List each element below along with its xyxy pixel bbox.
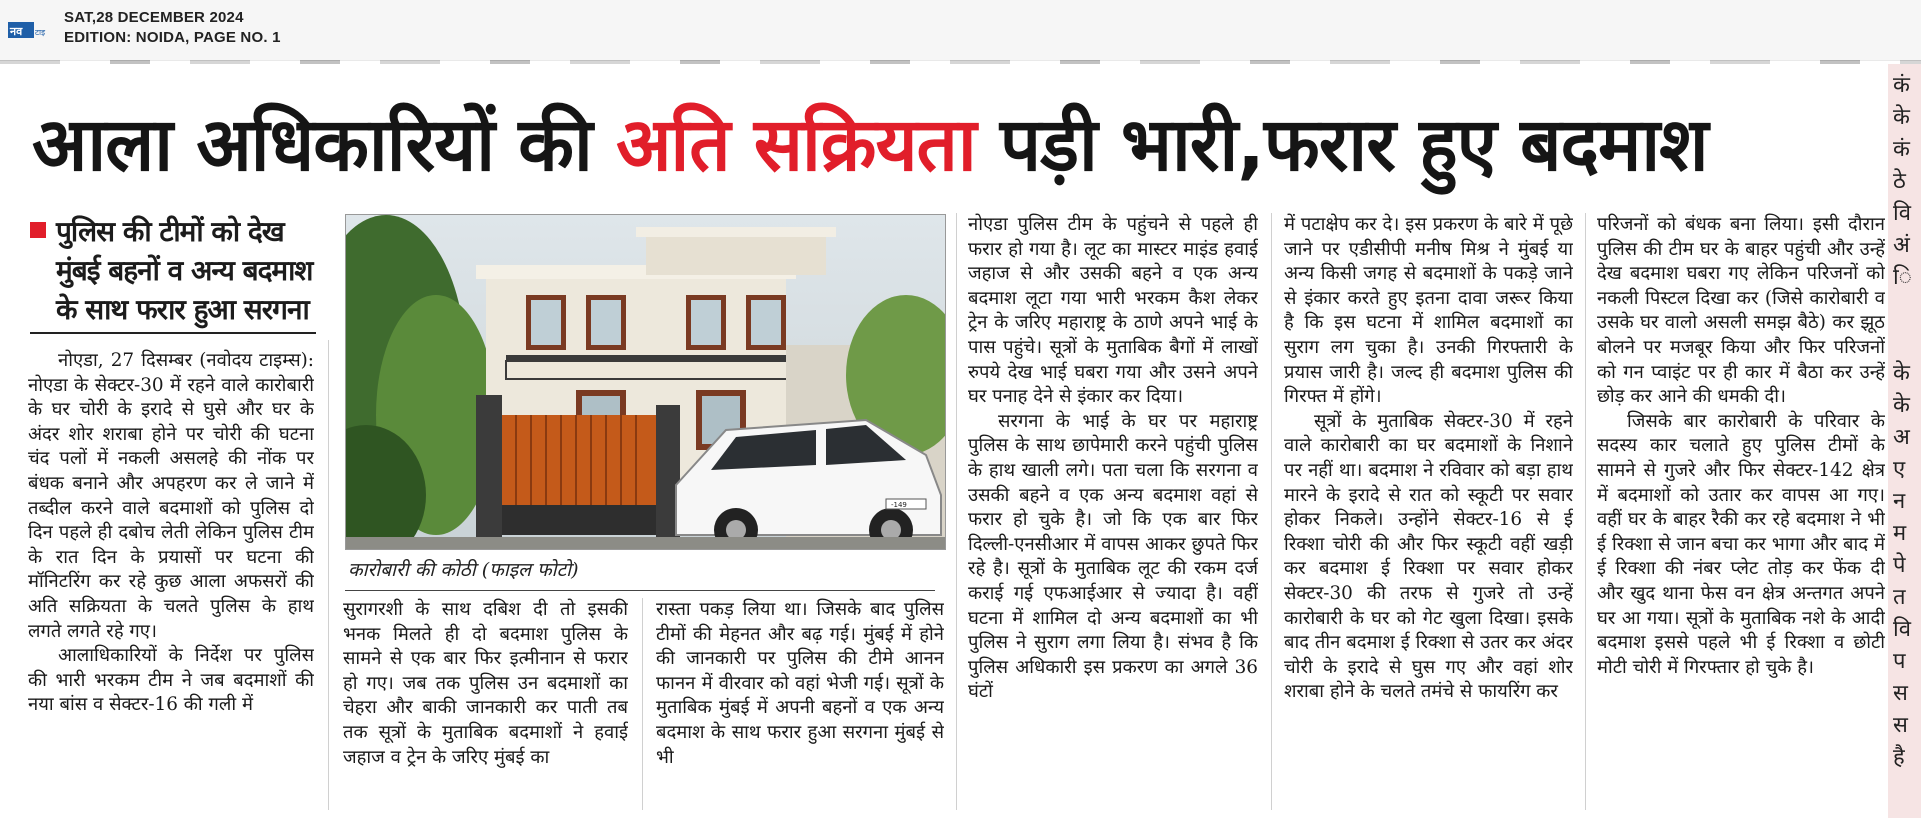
adjacent-article-fragment: कं के कं ठे वि अं ि के के अ ए न म पे त वि प स स है bbox=[1893, 73, 1912, 770]
article-paragraph: नोएडा, 27 दिसम्बर (नवोदय टाइम्स): नोएडा के सेक्टर-30 में रहने वाले कारोबारी के घर चोरी के इरादे से घुसे और घर के अंदर शोर शराबा होने पर चोरी की घटना चंद पलों में नकली असलहे की नोंक पर बंधक बनाने और अपहरण कर ले जाने में तब्दील करने वाले बदमाशों को पुलिस दो दिन पहले ही दबोच लेती लेकिन पुलिस टीम के रात दिन के प्रयासों पर घटना की मॉनिटरिंग कर रहे कुछ आला अफसरों की अति सक्रियता के चलते पुलिस के हाथ लगते लगते रहे गए। bbox=[28, 350, 314, 642]
house-photo bbox=[345, 214, 946, 550]
column-divider bbox=[956, 213, 957, 810]
red-square-bullet-icon bbox=[30, 222, 46, 238]
headline bbox=[32, 90, 1855, 210]
photo-caption: कारोबारी की कोठी (फाइल फोटो) bbox=[348, 559, 579, 581]
headline-part1: आला अधिकारियों की bbox=[32, 102, 617, 188]
column-divider bbox=[1271, 213, 1272, 810]
article-column-4 bbox=[968, 213, 1258, 811]
article-paragraph: जिसके बार कारोबारी के परिवार के सदस्य कार चलाते हुए पुलिस टीमों के सामने से गुजरे और फिर सेक्टर-142 क्षेत्र में बदमाशों को उतार कर वापस आ गए। वहीं घर के बाहर रैकी कर रहे बदमाश ने भी ई रिक्शा से जान बचा कर भागा और बाद में ई रिक्शा की नंबर प्लेट तोड़ कर फेंक दी और खुद थाना फेस वन क्षेत्र अन्तगत अपने घर आ गया। सूत्रों के मुताबिक नशे के आदी बदमाश इससे पहले भी ई रिक्शा व छोटी मोटी चोरी में गिरफ्तार हो चुके है। bbox=[1597, 410, 1885, 678]
article-column-2 bbox=[343, 598, 628, 811]
article-paragraph: सूत्रों के मुताबिक सेक्टर-30 में रहने वाले कारोबारी का घर बदमाशों के निशाने पर नहीं था। बदमाश ने रविवार को बड़ा हाथ मारने के इरादे से रात को स्कूटी पर सवार होकर निकले। उन्होंने सेक्टर-16 से ई रिक्शा चोरी की और फिर स्कूटी वहीं खड़ी कर बदमाश ई रिक्शा पर सवार होकर सेक्टर-30 की तरफ से गुजरे तो उन्हें कारोबारी के घर को गेट खुला दिखा। इसके बाद तीन बदमाश ई रिक्शा से उतर कर अंदर चोरी के इरादे से घुस गए और वहां शोर शराबा होने के चलते तमंचे से फायरिंग कर bbox=[1284, 410, 1573, 703]
article-paragraph: में पटाक्षेप कर दे। इस प्रकरण के बारे में पूछे जाने पर एडीसीपी मनीष मिश्र ने मुंबई या अन्य किसी जगह से बदमाशों के पकड़े जाने से इंकार करते हुए इतना दावा जरूर किया है कि इस घटना में शामिल बदमाशों का सुराग लग चुका है। उनकी गिरफ्तारी के प्रयास जारी है। जल्द ही बदमाश पुलिस की गिरफ्त में होंगे। bbox=[1284, 214, 1573, 408]
edition-label: EDITION: NOIDA, PAGE NO. 1 bbox=[64, 29, 281, 46]
subheadline-text: पुलिस की टीमों को देख मुंबई बहनों व अन्य बदमाश के साथ फरार हुआ सरगना bbox=[56, 215, 313, 326]
subhead-divider bbox=[30, 332, 316, 334]
column-divider bbox=[642, 598, 643, 810]
svg-text:टाइ: टाइ bbox=[35, 28, 46, 37]
article-column-3 bbox=[656, 598, 944, 811]
page-header bbox=[0, 0, 1921, 61]
article-column-6 bbox=[1597, 213, 1885, 811]
article-paragraph: आलाधिकारियों के निर्देश पर पुलिस की भारी भरकम टीम ने जब बदमाशों की नया बांस व सेक्टर-16 की गली में bbox=[28, 645, 314, 716]
article-paragraph: परिजनों को बंधक बना लिया। इसी दौरान पुलिस की टीम घर के बाहर पहुंची और उन्हें देख बदमाश घबरा गए लेकिन परिजनों को नकली पिस्टल दिखा कर (जिसे कारोबारी व उसके घर वालो असली समझ बैठे) कर झूठ बोलने पर मजबूर किया और फिर परिजनों को गन प्वाइंट पर ही कार में बैठा कर उन्हें छोड़ कर आने की धमकी दी। bbox=[1597, 214, 1885, 408]
svg-text:नव: नव bbox=[10, 25, 23, 38]
column-divider bbox=[1585, 213, 1586, 810]
caption-divider bbox=[345, 590, 935, 591]
license-plate-text: -149 bbox=[891, 501, 907, 509]
article-column-1 bbox=[28, 349, 314, 811]
article-paragraph: सरगना के भाई के घर पर महाराष्ट्र पुलिस के साथ छापेमारी करने पहुंची पुलिस के हाथ खाली लगे। पता चला कि सरगना व उसकी बहने व एक अन्य बदमाश वहां से फरार हो चुके है। जो कि एक बार फिर दिल्ली-एनसीआर में वापस आकर छुपते फिर रहे है। सूत्रों के मुताबिक लूट की रकम दर्ज कराई गई एफआईआर से ज्यादा है। वहीं घटना में शामिल दो अन्य बदमाशों का भी पुलिस ने सुराग लगा लिया है। संभव है कि पुलिस अधिकारी इस प्रकरण का अगले 36 घंटों bbox=[968, 410, 1258, 703]
date-label: SAT,28 DECEMBER 2024 bbox=[64, 9, 244, 26]
article-paragraph: सुरागरशी के साथ दबिश दी तो इसकी भनक मिलते ही दो बदमाश पुलिस के सामने से एक बार फिर इत्मीनान से फरार हो गए। जब तक पुलिस उन बदमाशों का चेहरा और बाकी जानकारी कर पाती तब तक सूत्रों के मुताबिक बदमाशों ने हवाई जहाज व ट्रेन के जरिए मुंबई का bbox=[343, 599, 628, 768]
article-column-5 bbox=[1284, 213, 1573, 811]
navodaya-times-logo-icon bbox=[8, 18, 52, 44]
article-paragraph: नोएडा पुलिस टीम के पहुंचने से पहले ही फरार हो गया है। लूट का मास्टर माइंड हवाई जहाज से और उसकी बहने व एक अन्य बदमाश लूटा गया भारी भरकम कैश लेकर ट्रेन के जरिए महाराष्ट्र के ठाणे अपने भाई के पास पहुंचे। सूत्रों के मुताबिक बैगों में लाखों रुपये देख भाई घबरा गया और उसने अपने घर पनाह देने से इंकार कर दिया। bbox=[968, 214, 1258, 408]
headline-part3: पड़ी भारी,फरार हुए बदमाश bbox=[975, 102, 1708, 188]
house-illustration bbox=[346, 215, 945, 549]
column-divider bbox=[328, 340, 329, 810]
article-paragraph: रास्ता पकड़ लिया था। जिसके बाद पुलिस टीमों की मेहनत और बढ़ गई। मुंबई में होने की जानकारी पर पुलिस की टीमे आनन फानन में वीरवार को वहां भेजी गई। सूत्रों के मुताबिक मुंबई में अपनी बहनों व एक अन्य बदमाश के साथ फरार हुआ सरगना मुंबई से भी bbox=[656, 599, 944, 768]
headline-highlight: अति सक्रियता bbox=[616, 102, 976, 188]
